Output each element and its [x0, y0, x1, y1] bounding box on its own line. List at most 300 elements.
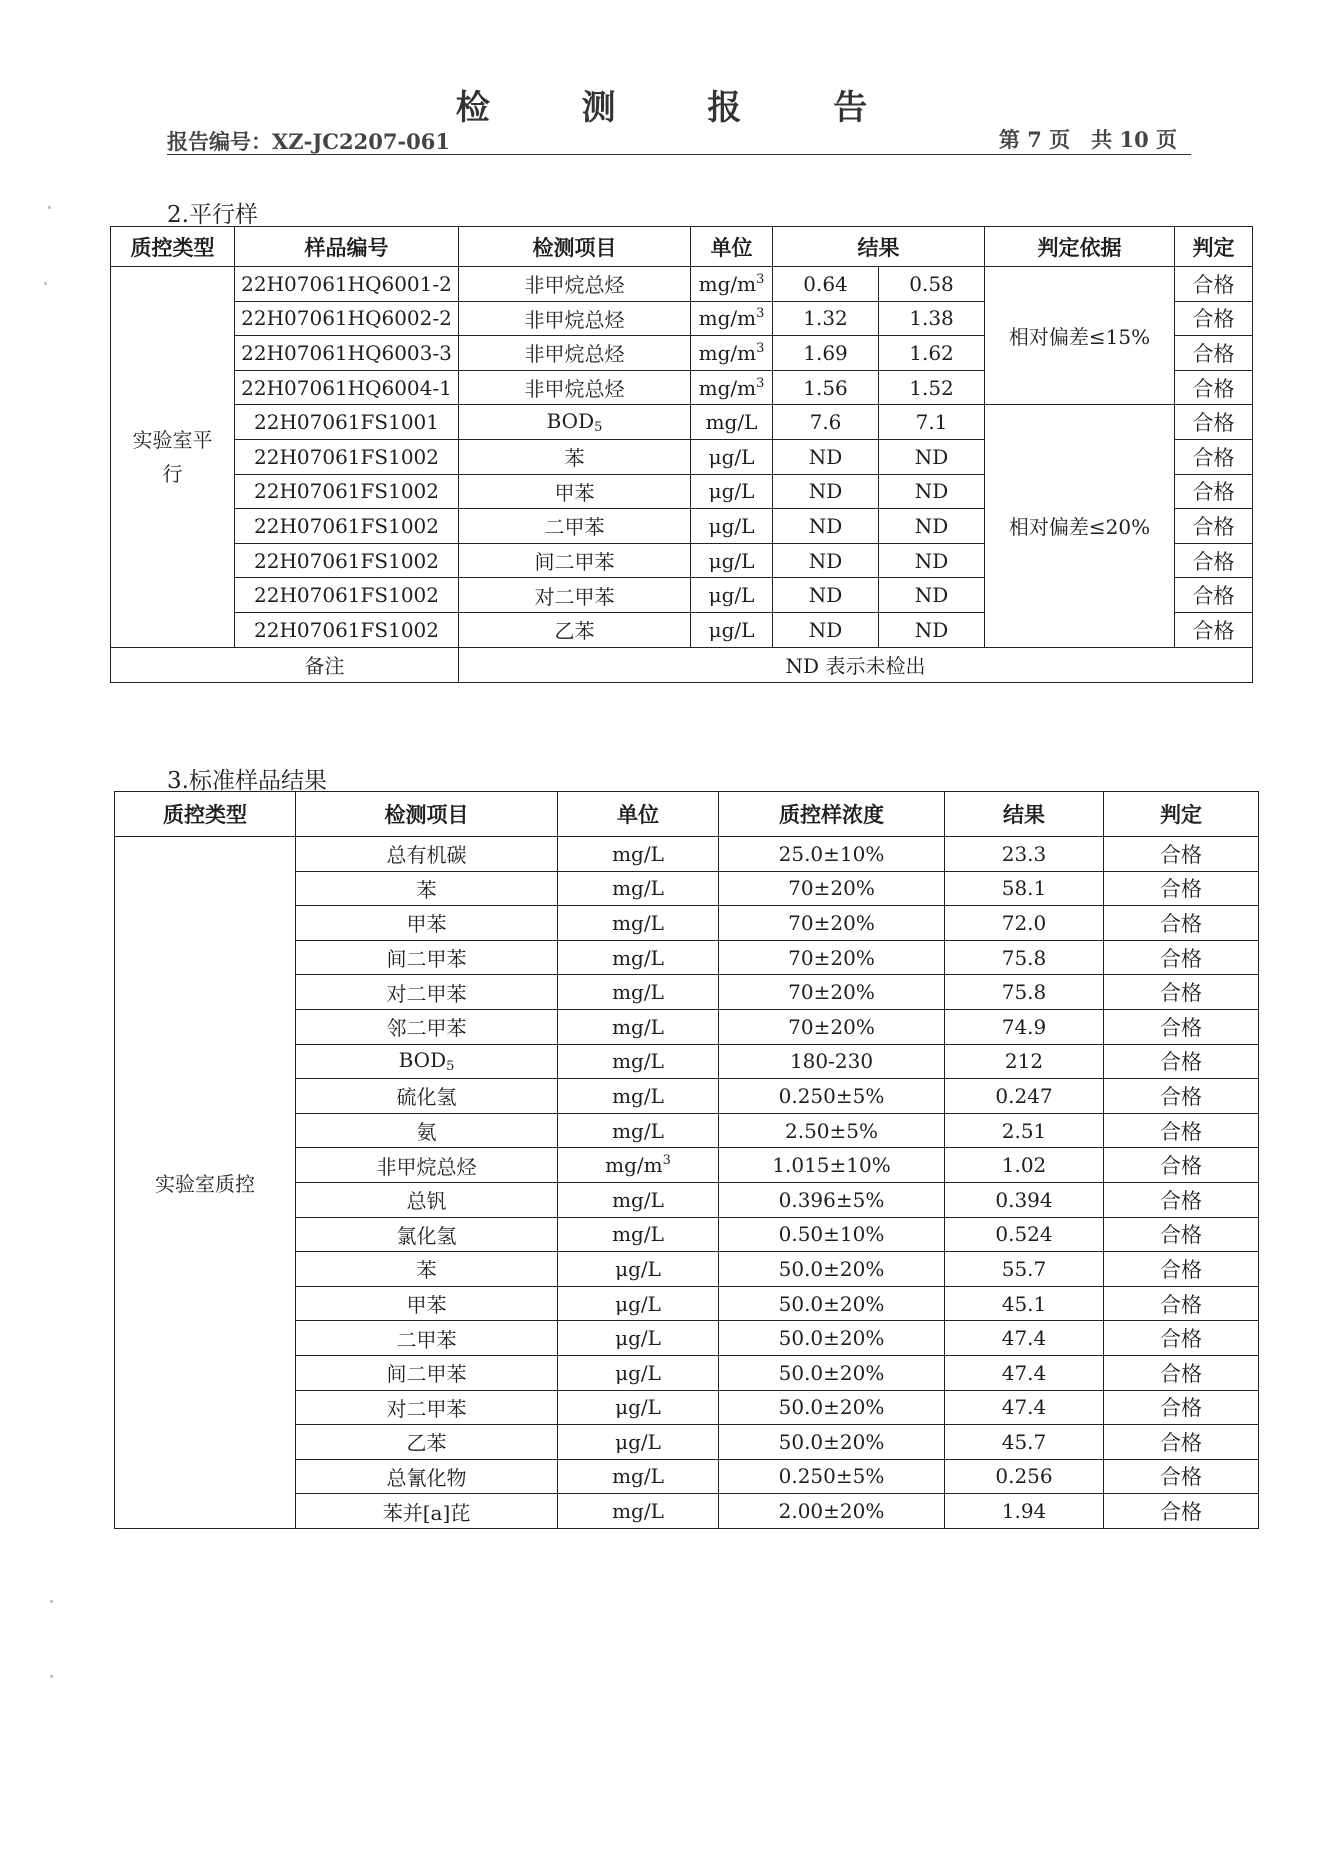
item-name: 苯 — [416, 877, 437, 902]
result-cell — [945, 1321, 1104, 1356]
superscript: 3 — [756, 306, 765, 322]
verdict: 合格 — [1160, 1154, 1202, 1179]
result-value: 45.1 — [1001, 1291, 1047, 1316]
unit-cell — [558, 1113, 719, 1148]
concentration-cell — [719, 1079, 945, 1114]
item-name: 苯 — [416, 1258, 437, 1283]
sample-id: 22H07061FS1002 — [254, 548, 439, 573]
item-cell — [296, 906, 558, 941]
unit: μg/L — [708, 444, 755, 469]
concentration: 70±20% — [788, 980, 875, 1005]
table-row — [115, 837, 1259, 872]
concentration: 0.250±5% — [778, 1464, 885, 1489]
verdict: 合格 — [1192, 376, 1235, 401]
result-value: 1.02 — [1001, 1153, 1047, 1178]
result-value: 7.1 — [915, 410, 948, 435]
superscript: 3 — [756, 340, 765, 356]
result2-cell — [879, 267, 985, 302]
unit-cell — [691, 578, 773, 613]
result-cell — [945, 1113, 1104, 1148]
unit: mg/L — [612, 1118, 664, 1143]
result2-cell — [879, 543, 985, 578]
verdict-cell — [1104, 1494, 1259, 1529]
unit-cell — [558, 1044, 719, 1079]
result-cell — [945, 1355, 1104, 1390]
result2-cell — [879, 301, 985, 336]
sample-id: 22H07061HQ6001-2 — [241, 271, 452, 296]
item-cell — [296, 837, 558, 872]
unit: mg/m — [698, 271, 757, 296]
col-header: 质控类型 — [115, 792, 296, 837]
item-name: 乙苯 — [554, 619, 595, 644]
parallel-sample-table — [110, 226, 1253, 683]
scan-speck — [50, 1675, 53, 1678]
result-value: 47.4 — [1001, 1360, 1047, 1385]
concentration: 70±20% — [788, 1014, 875, 1039]
verdict: 合格 — [1192, 480, 1235, 505]
result-value: 1.62 — [909, 340, 954, 365]
col-header: 样品编号 — [235, 227, 459, 267]
concentration: 50.0±20% — [778, 1326, 885, 1351]
item-name: 邻二甲苯 — [386, 1016, 467, 1041]
result-cell — [945, 1009, 1104, 1044]
result-cell — [945, 1044, 1104, 1079]
verdict: 合格 — [1192, 307, 1235, 332]
result-value: ND — [914, 479, 949, 504]
col-header: 单位 — [558, 792, 719, 837]
unit-cell — [558, 940, 719, 975]
result-value: ND — [808, 444, 843, 469]
result-value: 23.3 — [1001, 841, 1047, 866]
concentration: 25.0±10% — [778, 841, 885, 866]
unit-cell — [558, 837, 719, 872]
verdict-cell — [1104, 871, 1259, 906]
basis-label: 相对偏差≤15% — [1008, 325, 1151, 350]
unit: mg/L — [612, 910, 664, 935]
result-value: 1.32 — [803, 306, 848, 331]
concentration-cell — [719, 1355, 945, 1390]
verdict-cell — [1175, 405, 1253, 440]
section3-heading: 3.标准样品结果 — [167, 768, 327, 794]
unit: mg/m — [605, 1153, 663, 1178]
basis-cell — [985, 405, 1175, 647]
concentration-cell — [719, 1459, 945, 1494]
result2-cell — [879, 509, 985, 544]
item-name: 间二甲苯 — [386, 1362, 467, 1387]
unit-cell — [558, 1355, 719, 1390]
result-value: ND — [808, 617, 843, 642]
result1-cell — [773, 301, 879, 336]
verdict-cell — [1104, 906, 1259, 941]
unit-cell — [558, 1252, 719, 1287]
unit: mg/L — [612, 1187, 664, 1212]
unit-cell — [691, 612, 773, 647]
item-name: 甲苯 — [554, 480, 595, 505]
sample-id: 22H07061FS1002 — [254, 444, 439, 469]
concentration: 50.0±20% — [778, 1291, 885, 1316]
unit: mg/L — [612, 1083, 664, 1108]
item-cell — [296, 940, 558, 975]
unit: μg/L — [615, 1256, 661, 1281]
result-cell — [945, 837, 1104, 872]
verdict-cell — [1104, 975, 1259, 1010]
verdict-cell — [1104, 1355, 1259, 1390]
verdict: 合格 — [1160, 1015, 1202, 1040]
scan-speck — [50, 1600, 53, 1603]
table-row — [111, 405, 1253, 440]
result-value: 0.524 — [995, 1222, 1053, 1247]
result1-cell — [773, 336, 879, 371]
concentration-cell — [719, 837, 945, 872]
item-name: 二甲苯 — [396, 1327, 457, 1352]
item-cell — [296, 1286, 558, 1321]
verdict-cell — [1104, 837, 1259, 872]
concentration-cell — [719, 1217, 945, 1252]
result-cell — [945, 1182, 1104, 1217]
verdict: 合格 — [1160, 1257, 1202, 1282]
concentration-cell — [719, 1009, 945, 1044]
concentration-cell — [719, 906, 945, 941]
item-cell — [459, 370, 691, 405]
scan-speck — [44, 282, 47, 285]
concentration: 70±20% — [788, 945, 875, 970]
verdict: 合格 — [1160, 1119, 1202, 1144]
verdict: 合格 — [1160, 1465, 1202, 1490]
item-cell — [296, 1321, 558, 1356]
result-cell — [945, 1217, 1104, 1252]
result-value: ND — [914, 548, 949, 573]
concentration: 2.50±5% — [784, 1118, 879, 1143]
col-header: 判定 — [1175, 227, 1253, 267]
item-name: 间二甲苯 — [534, 550, 615, 575]
result-value: ND — [914, 583, 949, 608]
result-cell — [945, 975, 1104, 1010]
verdict-cell — [1175, 474, 1253, 509]
item-name: 总有机碳 — [386, 843, 467, 868]
basis-cell — [985, 267, 1175, 405]
item-name: BOD — [546, 409, 595, 434]
verdict: 合格 — [1160, 981, 1202, 1006]
col-header: 判定依据 — [985, 227, 1175, 267]
sample-id: 22H07061FS1002 — [254, 583, 439, 608]
verdict-cell — [1104, 940, 1259, 975]
qc-type-label: 实验室平行 — [132, 427, 213, 486]
page-number: 第 7 页 共 10 页 — [998, 127, 1177, 152]
verdict: 合格 — [1192, 549, 1235, 574]
verdict-cell — [1104, 1044, 1259, 1079]
unit-cell — [558, 1079, 719, 1114]
sample-id-cell — [235, 370, 459, 405]
result2-cell — [879, 336, 985, 371]
unit: μg/L — [708, 583, 755, 608]
result-value: 0.58 — [909, 271, 954, 296]
item-cell — [296, 871, 558, 906]
result1-cell — [773, 474, 879, 509]
unit: μg/L — [708, 548, 755, 573]
verdict-cell — [1104, 1252, 1259, 1287]
unit: mg/m — [698, 340, 757, 365]
result-value: ND — [914, 617, 949, 642]
sample-id-cell — [235, 474, 459, 509]
unit-cell — [691, 336, 773, 371]
item-cell — [459, 578, 691, 613]
verdict: 合格 — [1192, 341, 1235, 366]
subscript: 5 — [594, 420, 603, 436]
col-header: 判定 — [1104, 792, 1259, 837]
result1-cell — [773, 543, 879, 578]
superscript: 3 — [662, 1153, 671, 1169]
sample-id: 22H07061FS1002 — [254, 617, 439, 642]
result1-cell — [773, 612, 879, 647]
unit-cell — [558, 1425, 719, 1460]
result-value: 1.56 — [803, 375, 848, 400]
item-cell — [296, 1459, 558, 1494]
verdict-cell — [1175, 612, 1253, 647]
result-value: ND — [914, 513, 949, 538]
concentration-cell — [719, 1113, 945, 1148]
result-cell — [945, 1286, 1104, 1321]
concentration: 50.0±20% — [778, 1429, 885, 1454]
verdict-cell — [1104, 1182, 1259, 1217]
result-value: 45.7 — [1001, 1429, 1047, 1454]
verdict-cell — [1175, 370, 1253, 405]
item-cell — [459, 474, 691, 509]
result-value: ND — [808, 583, 843, 608]
unit: mg/L — [612, 1222, 664, 1247]
sample-id-cell — [235, 267, 459, 302]
verdict-cell — [1104, 1113, 1259, 1148]
verdict-cell — [1175, 336, 1253, 371]
item-cell — [459, 405, 691, 440]
result-value: 2.51 — [1001, 1118, 1047, 1143]
verdict-cell — [1104, 1321, 1259, 1356]
concentration-cell — [719, 1425, 945, 1460]
remark-row — [111, 647, 1253, 682]
verdict-cell — [1175, 301, 1253, 336]
item-name: 乙苯 — [406, 1431, 447, 1456]
item-name: 非甲烷总烃 — [524, 342, 625, 367]
result-value: 75.8 — [1001, 980, 1047, 1005]
concentration-cell — [719, 1321, 945, 1356]
item-name: 非甲烷总烃 — [524, 377, 625, 402]
concentration-cell — [719, 1148, 945, 1183]
unit-cell — [558, 975, 719, 1010]
result-value: 212 — [1004, 1049, 1044, 1074]
item-name: 非甲烷总烃 — [524, 273, 625, 298]
col-header: 结果 — [945, 792, 1104, 837]
result-cell — [945, 1390, 1104, 1425]
sample-id-cell — [235, 405, 459, 440]
verdict: 合格 — [1160, 911, 1202, 936]
concentration: 0.50±10% — [778, 1222, 885, 1247]
concentration: 50.0±20% — [778, 1360, 885, 1385]
item-name: 二甲苯 — [544, 515, 605, 540]
unit-cell — [558, 1217, 719, 1252]
verdict-cell — [1175, 267, 1253, 302]
result-cell — [945, 1425, 1104, 1460]
verdict-cell — [1104, 1425, 1259, 1460]
unit-cell — [691, 267, 773, 302]
concentration: 0.250±5% — [778, 1083, 885, 1108]
concentration: 2.00±20% — [778, 1499, 885, 1524]
unit-cell — [558, 1390, 719, 1425]
concentration-cell — [719, 871, 945, 906]
unit: μg/L — [615, 1429, 661, 1454]
unit: mg/L — [612, 1049, 664, 1074]
unit: mg/L — [612, 841, 664, 866]
verdict-cell — [1104, 1079, 1259, 1114]
result-value: 72.0 — [1001, 910, 1047, 935]
unit-cell — [558, 1494, 719, 1529]
unit-cell — [691, 439, 773, 474]
sample-id-cell — [235, 578, 459, 613]
sample-id: 22H07061HQ6003-3 — [241, 340, 452, 365]
verdict-cell — [1175, 578, 1253, 613]
qc-type-label: 实验室质控 — [155, 1171, 255, 1196]
concentration-cell — [719, 1252, 945, 1287]
result-value: ND — [808, 548, 843, 573]
unit: μg/L — [615, 1291, 661, 1316]
item-cell — [459, 439, 691, 474]
item-cell — [296, 1425, 558, 1460]
unit-cell — [558, 906, 719, 941]
unit: mg/L — [705, 410, 758, 435]
verdict-cell — [1104, 1217, 1259, 1252]
item-name: 对二甲苯 — [386, 981, 467, 1006]
verdict: 合格 — [1192, 618, 1235, 643]
unit-cell — [558, 1148, 719, 1183]
unit-cell — [558, 1009, 719, 1044]
unit-cell — [558, 1182, 719, 1217]
item-name: BOD — [398, 1048, 447, 1073]
item-name: 氨 — [416, 1120, 437, 1145]
verdict: 合格 — [1160, 1430, 1202, 1455]
item-cell — [296, 1044, 558, 1079]
result1-cell — [773, 578, 879, 613]
result-cell — [945, 1459, 1104, 1494]
result-value: 47.4 — [1001, 1326, 1047, 1351]
result-value: 1.38 — [909, 306, 954, 331]
result-cell — [945, 1252, 1104, 1287]
unit: mg/m — [698, 306, 757, 331]
result1-cell — [773, 405, 879, 440]
concentration: 180-230 — [789, 1049, 874, 1074]
result1-cell — [773, 509, 879, 544]
document-title: 检 测 报 告 — [455, 88, 908, 128]
verdict: 合格 — [1160, 1084, 1202, 1109]
sample-id: 22H07061HQ6002-2 — [241, 306, 452, 331]
result2-cell — [879, 370, 985, 405]
sample-id: 22H07061FS1002 — [254, 513, 439, 538]
item-name: 非甲烷总烃 — [524, 307, 625, 332]
concentration-cell — [719, 1044, 945, 1079]
unit-cell — [558, 871, 719, 906]
result-value: 0.394 — [995, 1187, 1053, 1212]
result-cell — [945, 1079, 1104, 1114]
result-value: 74.9 — [1001, 1014, 1047, 1039]
item-cell — [296, 1182, 558, 1217]
result-value: 1.69 — [803, 340, 848, 365]
sample-id-cell — [235, 336, 459, 371]
item-cell — [459, 543, 691, 578]
unit: mg/m — [698, 375, 757, 400]
result-value: 0.247 — [995, 1083, 1053, 1108]
result-cell — [945, 871, 1104, 906]
verdict: 合格 — [1160, 1292, 1202, 1317]
sample-id-cell — [235, 301, 459, 336]
result2-cell — [879, 474, 985, 509]
item-name: 苯并[a]芘 — [382, 1500, 471, 1525]
item-cell — [296, 1079, 558, 1114]
report-header — [167, 124, 1191, 155]
unit: mg/L — [612, 1014, 664, 1039]
superscript: 3 — [756, 271, 765, 287]
verdict: 合格 — [1160, 1223, 1202, 1248]
unit-cell — [558, 1321, 719, 1356]
concentration: 0.396±5% — [778, 1187, 885, 1212]
col-header: 检测项目 — [459, 227, 691, 267]
verdict-cell — [1104, 1009, 1259, 1044]
item-cell — [296, 1494, 558, 1529]
item-name: 甲苯 — [406, 1293, 447, 1318]
verdict-cell — [1104, 1286, 1259, 1321]
col-header: 质控样浓度 — [719, 792, 945, 837]
concentration-cell — [719, 975, 945, 1010]
item-name: 对二甲苯 — [534, 584, 615, 609]
result2-cell — [879, 578, 985, 613]
remark-label: 备注 — [304, 654, 345, 679]
result-value: ND — [808, 479, 843, 504]
verdict: 合格 — [1160, 1050, 1202, 1075]
verdict-cell — [1104, 1390, 1259, 1425]
concentration-cell — [719, 940, 945, 975]
concentration-cell — [719, 1390, 945, 1425]
unit-cell — [691, 370, 773, 405]
unit-cell — [691, 509, 773, 544]
verdict: 合格 — [1160, 1500, 1202, 1525]
verdict: 合格 — [1192, 584, 1235, 609]
sample-id: 22H07061FS1001 — [254, 410, 439, 435]
table-header-row — [115, 792, 1259, 837]
item-cell — [296, 1113, 558, 1148]
concentration: 70±20% — [788, 876, 875, 901]
sample-id-cell — [235, 509, 459, 544]
verdict: 合格 — [1192, 272, 1235, 297]
unit-cell — [691, 405, 773, 440]
unit: mg/L — [612, 1499, 664, 1524]
result1-cell — [773, 370, 879, 405]
verdict: 合格 — [1160, 842, 1202, 867]
qc-type-cell — [111, 267, 235, 648]
item-cell — [459, 336, 691, 371]
unit-cell — [691, 301, 773, 336]
concentration-cell — [719, 1286, 945, 1321]
item-name: 甲苯 — [406, 912, 447, 937]
result-value: 75.8 — [1001, 945, 1047, 970]
result-value: 1.94 — [1001, 1499, 1047, 1524]
result2-cell — [879, 405, 985, 440]
concentration: 50.0±20% — [778, 1395, 885, 1420]
verdict: 合格 — [1160, 1361, 1202, 1386]
result-value: 47.4 — [1001, 1395, 1047, 1420]
result-value: 0.256 — [995, 1464, 1053, 1489]
col-header: 结果 — [773, 227, 985, 267]
item-name: 苯 — [564, 446, 585, 471]
item-name: 非甲烷总烃 — [376, 1154, 477, 1179]
subscript: 5 — [446, 1059, 455, 1075]
item-cell — [296, 1009, 558, 1044]
item-cell — [296, 1217, 558, 1252]
